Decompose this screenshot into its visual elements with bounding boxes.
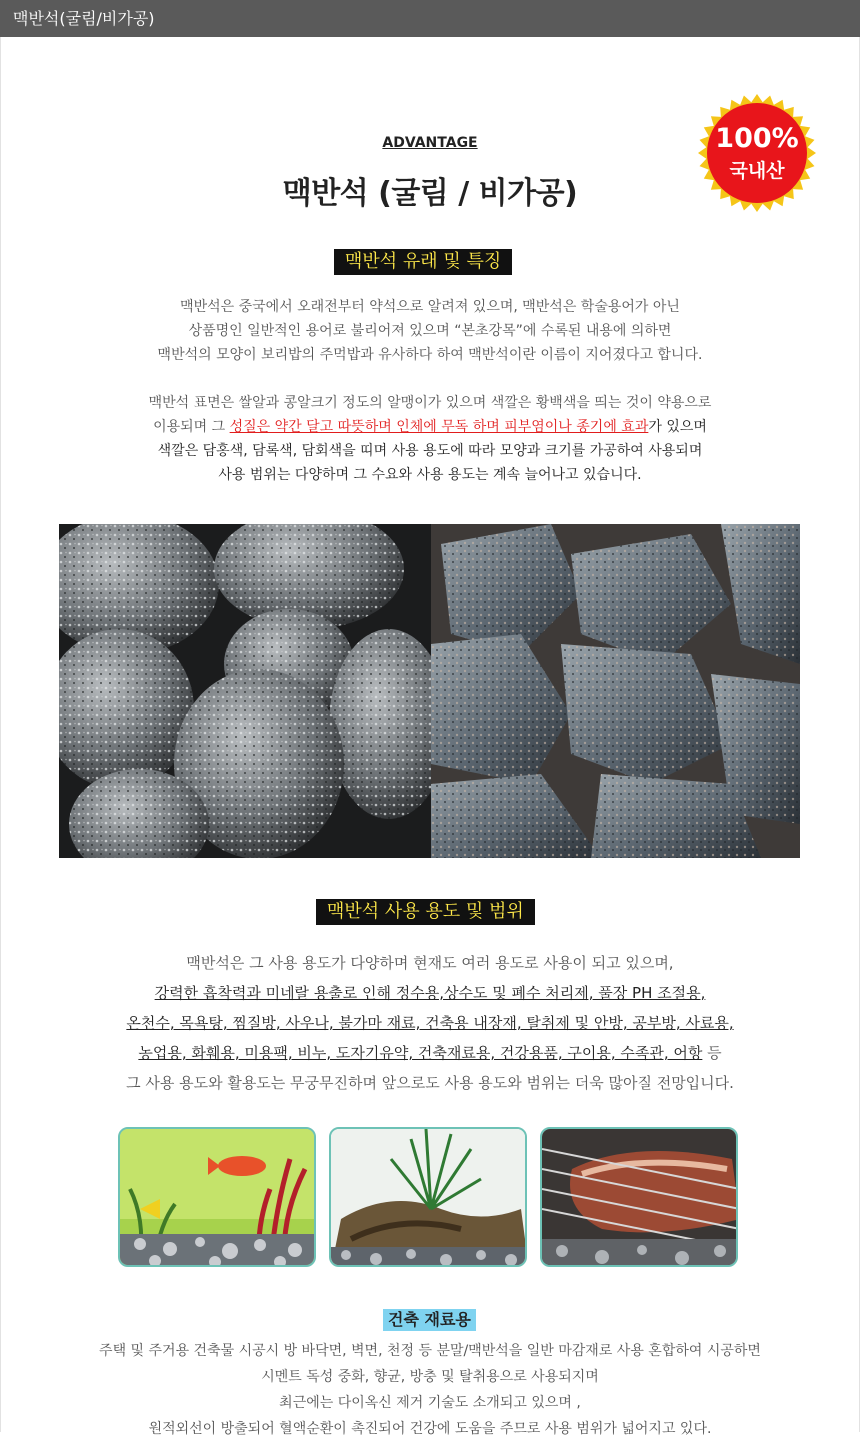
section-label-building: 건축 재료용 — [383, 1309, 476, 1331]
window-title: 맥반석(굴림/비가공) — [0, 0, 860, 37]
usage-line3: 온천수, 목욕탕, 찜질방, 사우나, 불가마 재료, 건축용 내장재, 탈취제 및 안방, 공부방, 사료용, — [126, 1014, 734, 1032]
building-line4: 원적외선이 방출되어 혈액순환이 촉진되어 건강에 도움을 주므로 사용 범위가 넓어지고 있다. — [148, 1421, 712, 1437]
badge-percent: 100% — [715, 123, 799, 154]
origin-p2-line2: 이용되며 그 성질은 약간 달고 따뜻하며 인체에 무독 하며 피부염이나 종기에 효과가 있으며 — [153, 419, 707, 435]
origin-paragraph-1 — [0, 295, 860, 367]
building-paragraph — [0, 1338, 860, 1442]
section-label-usage: 맥반석 사용 용도 및 범위 — [316, 899, 535, 925]
badge-origin: 국내산 — [729, 160, 785, 182]
usage-paragraph — [0, 948, 860, 1098]
grilled-meat-thumbnail — [540, 1127, 738, 1267]
origin-p1-line1: 맥반석은 중국에서 오래전부터 약석으로 알려져 있으며, 맥반석은 학술용어가 아닌 — [180, 299, 680, 315]
origin-paragraph-2 — [0, 391, 860, 487]
building-line2: 시멘트 독성 중화, 향균, 방충 및 탈취용으로 사용되지며 — [261, 1369, 599, 1385]
origin-p2-line4: 사용 범위는 다양하며 그 수요와 사용 용도는 계속 늘어나고 있습니다. — [218, 467, 642, 483]
building-line3: 최근에는 다이옥신 제거 기술도 소개되고 있으며 , — [279, 1395, 581, 1411]
page-title: 맥반석 (굴림 / 비가공) — [282, 176, 578, 211]
rounded-stones-photo — [59, 524, 431, 858]
origin-p2-line3: 색깔은 담홍색, 담록색, 담회색을 띠며 사용 용도에 따라 모양과 크기를 가공하여 사용되며 — [157, 443, 703, 459]
usage-line2: 강력한 흡착력과 미네랄 용출로 인해 정수용,상수도 및 폐수 처리제, 풀장 PH 조절용, — [154, 984, 706, 1002]
effect-highlight: 성질은 약간 달고 따뜻하며 인체에 무독 하며 피부염이나 종기에 효과 — [229, 419, 649, 435]
usage-line1: 맥반석은 그 사용 용도가 다양하며 현재도 여러 용도로 사용이 되고 있으며, — [186, 954, 674, 972]
origin-p2-line1: 맥반석 표면은 쌀알과 콩알크기 정도의 알맹이가 있으며 색깔은 황백색을 띄는 것이 약용으로 — [148, 395, 712, 411]
crushed-stones-photo — [431, 524, 800, 858]
origin-p1-line2: 상품명인 일반적인 용어로 불리어져 있으며 “본초강목”에 수록된 내용에 의하면 — [188, 323, 672, 339]
domestic-100-badge — [697, 93, 817, 213]
origin-p1-line3: 맥반석의 모양이 보리밥의 주먹밥과 유사하다 하여 맥반석이란 이름이 지어졌다고 합니다. — [157, 347, 703, 363]
usage-line4: 농업용, 화훼용, 미용팩, 비누, 도자기유약, 건축재료용, 건강용품, 구이용, 수족관, 어항 등 — [138, 1044, 722, 1062]
advantage-kicker: ADVANTAGE — [382, 135, 478, 151]
usage-line5: 그 사용 용도와 활용도는 무궁무진하며 앞으로도 사용 용도와 범위는 더욱 많아질 전망입니다. — [126, 1074, 734, 1092]
section-label-origin: 맥반석 유래 및 특징 — [334, 249, 512, 275]
driftwood-plant-thumbnail — [329, 1127, 527, 1267]
aquarium-thumbnail — [118, 1127, 316, 1267]
building-line1: 주택 및 주거용 건축물 시공시 방 바닥면, 벽면, 천정 등 분말/맥반석을 일반 마감재로 사용 혼합하여 시공하면 — [99, 1343, 761, 1359]
